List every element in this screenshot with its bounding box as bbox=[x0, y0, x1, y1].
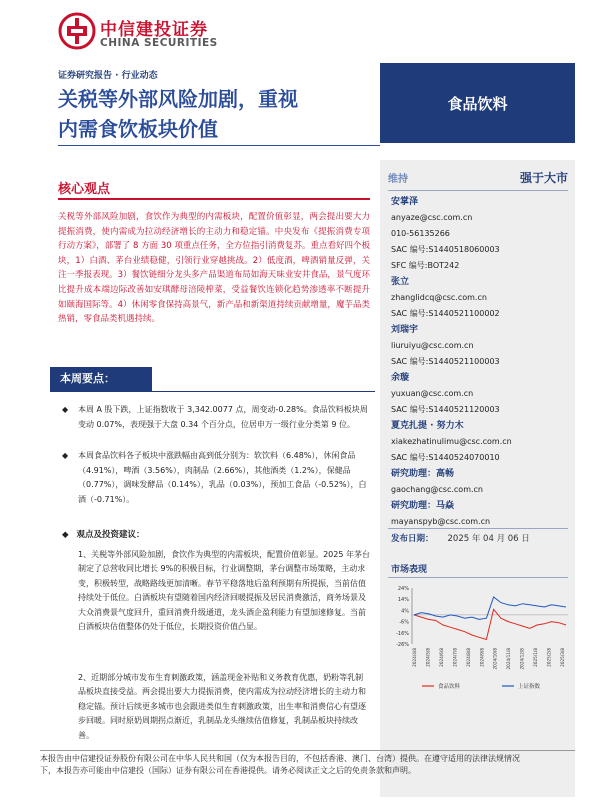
diamond-bullet-icon: ◆ bbox=[62, 405, 69, 414]
brand-name-cn: 中信建投证券 bbox=[100, 20, 208, 40]
diamond-bullet-icon: ◆ bbox=[62, 451, 69, 460]
analyst-list bbox=[391, 194, 571, 530]
disclaimer-footer bbox=[40, 753, 600, 777]
rating-value: 强于大市 bbox=[519, 171, 568, 185]
diamond-bullet-icon: ◆ bbox=[62, 530, 69, 540]
x-tick-label: 2024/7/8 bbox=[452, 648, 458, 667]
brand-emblem-icon bbox=[58, 12, 96, 50]
y-tick-label: -16% bbox=[396, 630, 409, 637]
weekly-bullet-1 bbox=[62, 403, 370, 432]
y-tick-label: 4% bbox=[401, 608, 409, 615]
analyst-email: gaochang@csc.com.cn bbox=[391, 485, 483, 494]
analyst-name: 研究助理：高畅 bbox=[391, 469, 455, 479]
analyst-detail: SAC 编号:S1440524070010 bbox=[391, 453, 500, 462]
report-category: 证券研究报告 · 行业动态 bbox=[58, 71, 158, 81]
publish-date-label: 发布日期： bbox=[391, 534, 434, 544]
x-tick-label: 2024/5/8 bbox=[425, 648, 431, 667]
publish-date bbox=[391, 532, 530, 544]
industry-label: 食品饮料 bbox=[380, 63, 575, 143]
y-tick-label: -26% bbox=[396, 642, 409, 648]
analyst-email: mayanspyb@csc.com.cn bbox=[391, 517, 491, 526]
core-view-paragraph: 关税等外部风险加剧，食饮作为典型的内需板块，配置价值彰显，两会提出要大力提振消费，使内需成为拉动经济增长的主动力和稳定锚。中央发布《提振消费专项行动方案》，部署了 8 方面 30 项重点任务，全方位指引消费复苏。重点看好四个板块，1）白酒、茅台业绩稳健，引领行业穿越挑战。2）低度酒，啤酒销量反弹，关注一季报表现。3）餐饮链细分龙头多产品渠道布局如海天味业安井食品，景气度环比提升成本端边际改善如安琪酵母涪陵榨菜，受益餐饮连锁化趋势渗透率不断提升如颐海国际等。4）休闲零食保持高景气，新产品和新渠道持续贡献增量，魔芋品类热销，零食品类机遇持续。 bbox=[58, 212, 370, 325]
rating-row bbox=[388, 170, 568, 190]
analyst-detail: SFC 编号:BOT242 bbox=[391, 261, 460, 270]
legend-label: 食品饮料 bbox=[438, 684, 461, 690]
report-title-line-2: 内需食饮板块价值 bbox=[58, 117, 218, 141]
x-tick-label: 2025/2/8 bbox=[546, 648, 552, 667]
analyst-name: 夏克扎提 · 努力木 bbox=[391, 421, 464, 431]
analyst-detail: SAC 编号:S1440518060003 bbox=[391, 245, 500, 254]
footer-line-2: 下，本报告亦可能由中信建投（国际）证券有限公司在香港提供。请务必阅读正文之后的免责条款和声明。 bbox=[40, 766, 416, 775]
x-tick-label: 2024/8/8 bbox=[465, 648, 471, 667]
analyst-detail: SAC 编号:S1440521100003 bbox=[391, 357, 500, 366]
analyst-name: 研究助理：马焱 bbox=[391, 501, 455, 511]
y-tick-label: -6% bbox=[399, 619, 409, 626]
view-heading-text: 观点及投资建议： bbox=[76, 530, 145, 540]
x-tick-label: 2024/11/8 bbox=[506, 648, 512, 670]
analyst-email: liuruiyu@csc.com.cn bbox=[391, 341, 474, 350]
market-heading: 市场表现 bbox=[391, 565, 428, 575]
core-view-text bbox=[58, 210, 370, 327]
rating-label: 维持 bbox=[388, 174, 408, 185]
x-tick-label: 2025/1/8 bbox=[533, 648, 539, 667]
legend-label: 上证指数 bbox=[518, 684, 541, 690]
x-tick-label: 2024/10/8 bbox=[492, 648, 498, 670]
analyst-email: anyaze@csc.com.cn bbox=[391, 213, 473, 222]
analyst-detail: SAC 编号:S1440521120003 bbox=[391, 405, 500, 414]
x-tick-label: 2024/12/8 bbox=[519, 648, 525, 670]
analyst-name: 刘瑞宇 bbox=[391, 325, 419, 335]
view-paragraph-1: 1、关税等外部风险加剧，食饮作为典型的内需板块，配置价值彰显。2025 年茅台制定了总营收同比增长 9%的积极目标，行业调整期，茅台调整市场策略，主动求变，积极转型，战略路线更加清晰。春节平稳落地后盈利预期有所提振，当前估值持续处于低位。白酒板块有望随着国内经济回暖提振及居民消费激活，商务场景及大众消费景气度回升，重回消费升级通道，龙头酒企盈利能力有望加速修复。当前白酒板块估值整体仍处于低位，长期投资价值凸显。 bbox=[78, 550, 370, 632]
analyst-email: xiakezhatinulimu@csc.com.cn bbox=[391, 437, 512, 446]
analyst-email: zhanglidcq@csc.com.cn bbox=[391, 293, 487, 302]
analyst-name: 安掌泽 bbox=[391, 197, 419, 207]
series-line-1 bbox=[414, 609, 566, 639]
view-heading bbox=[62, 528, 145, 540]
x-tick-label: 2024/4/8 bbox=[412, 648, 417, 667]
analyst-detail: 010-56135266 bbox=[391, 229, 450, 238]
x-tick-label: 2024/6/8 bbox=[438, 648, 444, 667]
x-tick-label: 2025/3/8 bbox=[560, 648, 565, 667]
market-divider bbox=[388, 577, 568, 578]
weekly-bullet-2 bbox=[62, 449, 370, 507]
brand-logo bbox=[58, 12, 228, 52]
core-view-divider bbox=[58, 198, 370, 200]
y-tick-label: 14% bbox=[397, 597, 409, 604]
footer-divider bbox=[40, 750, 575, 751]
analyst-name: 余璇 bbox=[391, 373, 410, 383]
x-tick-label: 2024/9/8 bbox=[479, 648, 485, 667]
analyst-email: yuxuan@csc.com.cn bbox=[391, 389, 474, 398]
rating-divider bbox=[388, 190, 568, 191]
title-divider bbox=[58, 145, 380, 146]
report-title-line-1: 关税等外部风险加剧，重视 bbox=[58, 87, 298, 111]
weekly-divider bbox=[50, 391, 375, 392]
series-line-2 bbox=[414, 597, 566, 619]
core-view-heading: 核心观点 bbox=[58, 182, 111, 197]
weekly-bullet-text: 本周 A 股下跌，上证指数收于 3,342.0077 点，周变动-0.28%。食品饮料板块周变动 0.07%，表现强于大盘 0.34 个百分点，位居申万一级行业分类第 9 位。 bbox=[78, 405, 368, 429]
report-title bbox=[58, 84, 370, 144]
market-performance-chart bbox=[384, 582, 574, 694]
weekly-heading: 本周要点： bbox=[50, 367, 152, 391]
weekly-bullet-text: 本周食品饮料各子板块中涨跌幅由高到低分别为：软饮料（6.48%），休闲食品（4.91%），啤酒（3.56%），肉制品（2.66%），其他酒类（1.2%），保健品（0.77%），调味发酵品（0.14%），乳品（0.03%），预加工食品（-0.52%），白酒（-0.71%）。 bbox=[78, 451, 367, 504]
footer-line-1: 本报告由中信建投证券股份有限公司在中华人民共和国（仅为本报告目的，不包括香港、澳门、台湾）提供。在遵守适用的法律法规情况 bbox=[40, 754, 520, 763]
analyst-detail: SAC 编号:S1440521100002 bbox=[391, 309, 500, 318]
view-paragraph-2: 2、近期部分城市发布生育刺激政策，涵盖现金补贴和义务教育优惠，奶粉等乳制品板块直接受益。两会提出要大力提振消费，使内需成为拉动经济增长的主动力和稳定锚。预计后续更多城市也会跟进类似生育刺激政策，出生率和消费信心有望逐步回暖。同时原奶周期拐点渐近，乳制品龙头继续估值修复，乳制品板块持续改善。 bbox=[78, 673, 366, 740]
analyst-name: 张立 bbox=[391, 277, 410, 287]
brand-name-en: CHINA SECURITIES bbox=[100, 37, 218, 49]
y-tick-label: 24% bbox=[397, 586, 409, 592]
publish-date-value: 2025 年 04 月 06 日 bbox=[447, 534, 530, 544]
pub-divider bbox=[388, 528, 568, 529]
